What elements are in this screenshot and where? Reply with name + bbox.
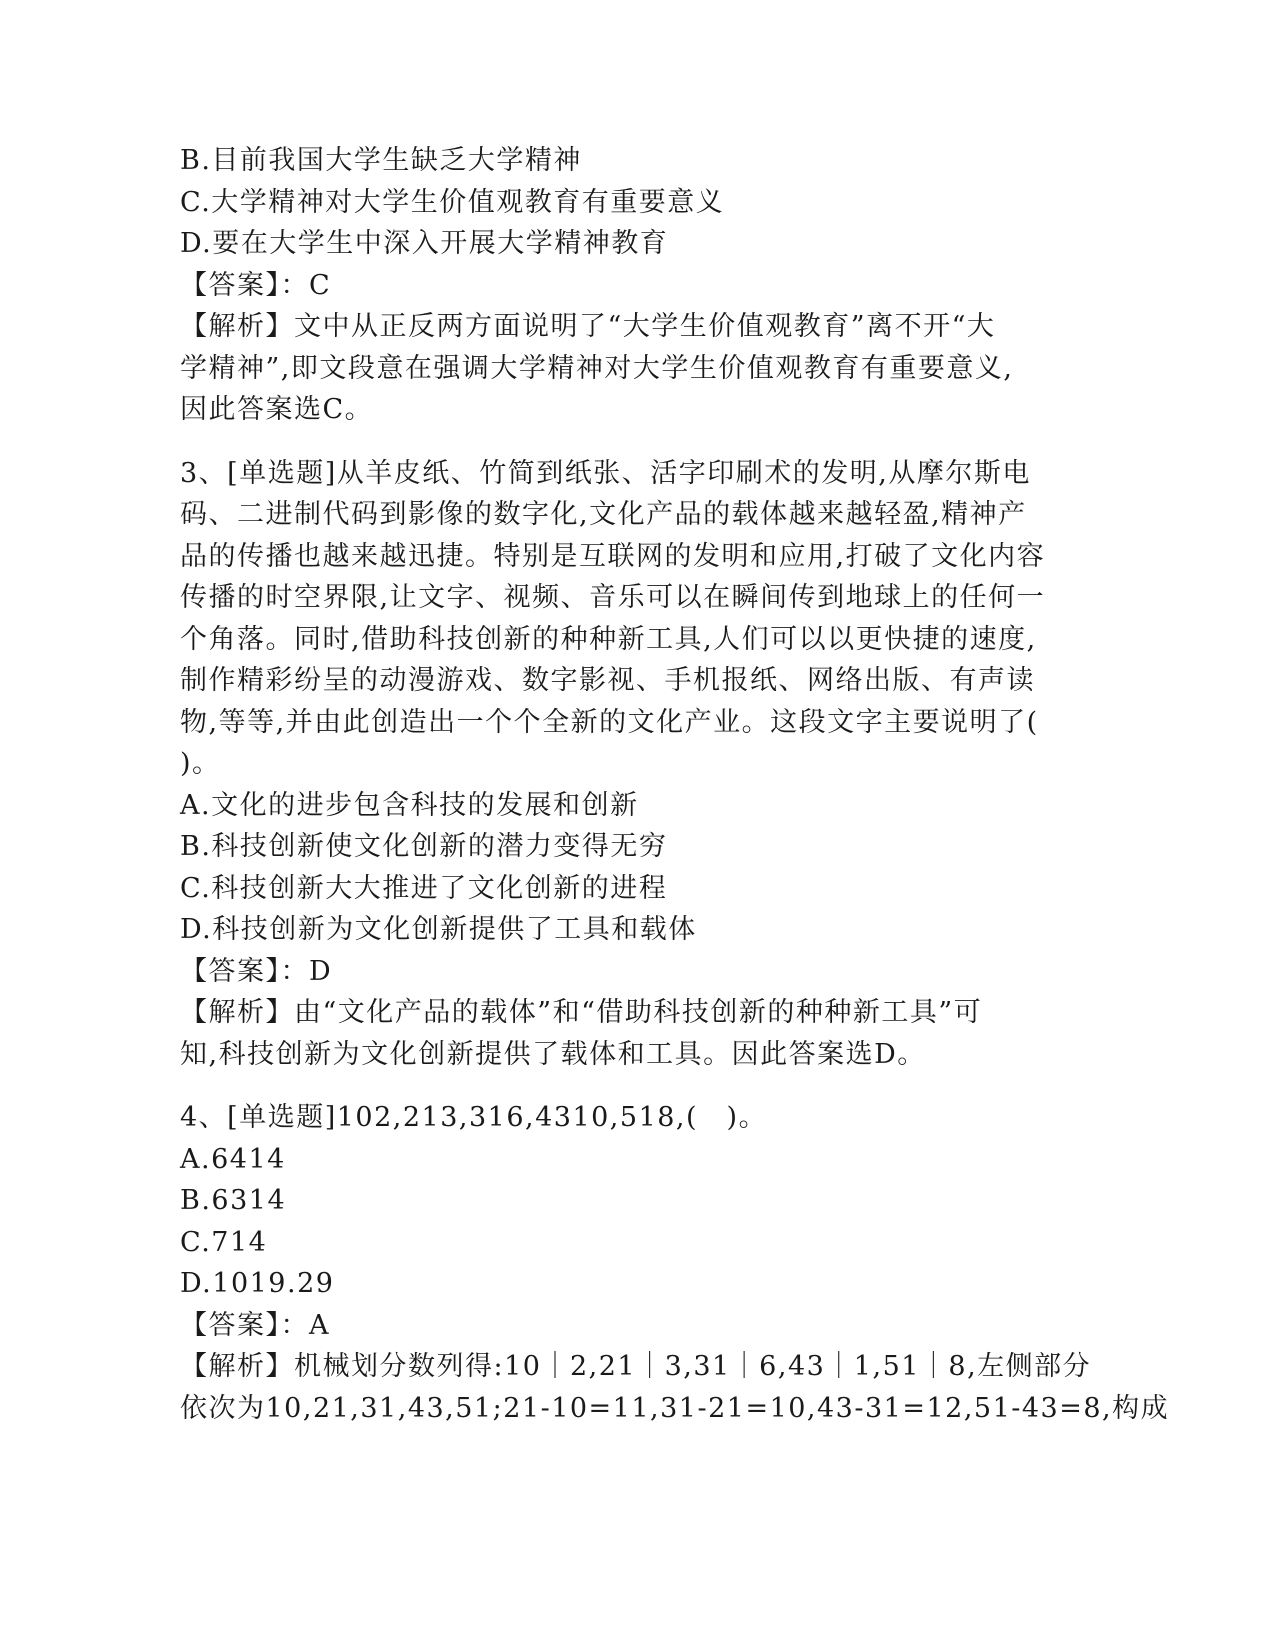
answer: 【答案】：D xyxy=(180,955,333,987)
question-stem-line: 制作精彩纷呈的动漫游戏、数字影视、手机报纸、网络出版、有声读 xyxy=(180,665,1035,696)
option-c: C.科技创新大大推进了文化创新的进程 xyxy=(180,872,668,904)
option-b: B.科技创新使文化创新的潜力变得无穷 xyxy=(180,831,668,862)
option-b: B.目前我国大学生缺乏大学精神 xyxy=(180,145,582,176)
question-stem-line: 品的传播也越来越迅捷。特别是互联网的发明和应用,打破了文化内容 xyxy=(180,540,1046,572)
question-4 xyxy=(180,1097,1170,1429)
analysis-line: 【解析】机械划分数列得:10｜2,21｜3,31｜6,43｜1,51｜8,左侧部分 xyxy=(180,1351,1092,1382)
option-a: A.文化的进步包含科技的发展和创新 xyxy=(180,789,639,821)
answer: 【答案】：C xyxy=(180,269,332,301)
analysis-line: 因此答案选C。 xyxy=(180,394,374,425)
document-page xyxy=(180,140,1170,1429)
analysis-line: 依次为10,21,31,43,51;21-10=11,31-21=10,43-31=12,51-43=8,构成 xyxy=(180,1392,1170,1424)
question-stem-line: 物,等等,并由此创造出一个个全新的文化产业。这段文字主要说明了( xyxy=(180,706,1039,738)
option-c: C.大学精神对大学生价值观教育有重要意义 xyxy=(180,186,725,218)
analysis-line: 知,科技创新为文化创新提供了载体和工具。因此答案选D。 xyxy=(180,1038,926,1070)
option-b: B.6314 xyxy=(180,1185,287,1216)
analysis-line: 【解析】由“文化产品的载体”和“借助科技创新的种种新工具”可 xyxy=(180,997,983,1028)
analysis-line: 学精神”,即文段意在强调大学精神对大学生价值观教育有重要意义, xyxy=(180,352,1014,384)
question-stem-line: 4、[单选题]102,213,316,4310,518,( )。 xyxy=(180,1102,768,1133)
option-c: C.714 xyxy=(180,1226,268,1258)
question-stem-line: 3、[单选题]从羊皮纸、竹简到纸张、活字印刷术的发明,从摩尔斯电 xyxy=(180,457,1031,489)
option-a: A.6414 xyxy=(180,1143,286,1175)
answer: 【答案】：A xyxy=(180,1309,330,1341)
option-d: D.要在大学生中深入开展大学精神教育 xyxy=(180,228,669,259)
question-2-remainder xyxy=(180,140,1080,431)
option-d: D.1019.29 xyxy=(180,1268,335,1299)
question-stem-line: 码、二进制代码到影像的数字化,文化产品的载体越来越轻盈,精神产 xyxy=(180,499,1027,530)
question-stem-line: 传播的时空界限,让文字、视频、音乐可以在瞬间传到地球上的任何一 xyxy=(180,582,1046,613)
option-d: D.科技创新为文化创新提供了工具和载体 xyxy=(180,914,697,945)
analysis-line: 【解析】文中从正反两方面说明了“大学生价值观教育”离不开“大 xyxy=(180,311,996,342)
question-stem-line: )。 xyxy=(180,748,221,779)
question-stem-line: 个角落。同时,借助科技创新的种种新工具,人们可以以更快捷的速度, xyxy=(180,623,1037,655)
question-3 xyxy=(180,453,1080,1076)
